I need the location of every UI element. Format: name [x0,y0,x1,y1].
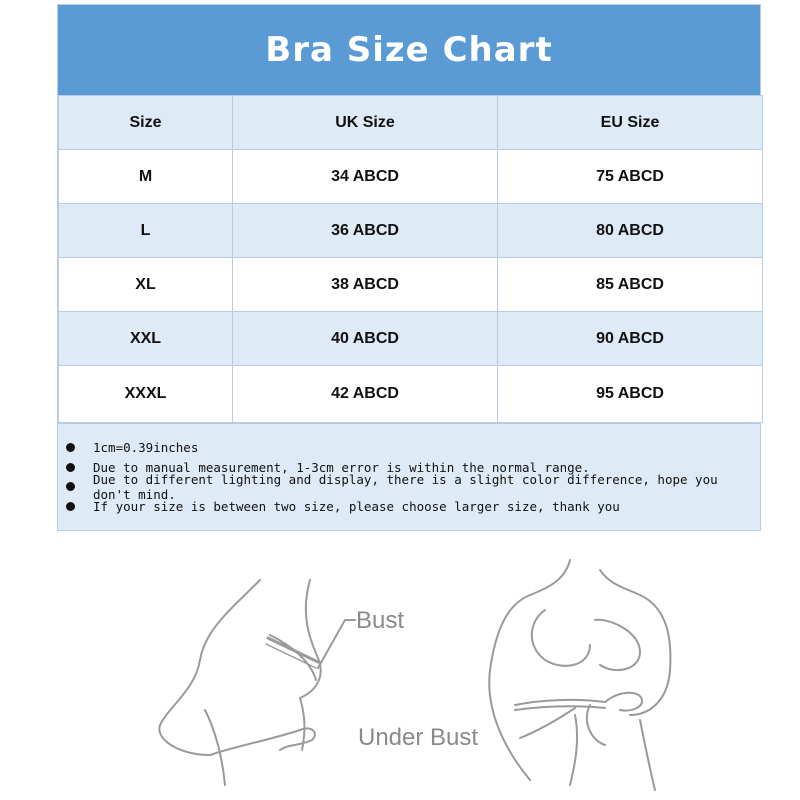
header-uk-size: UK Size [233,96,498,150]
table-header-row [59,96,763,150]
cell-eu-size: 90 ABCD [498,312,763,366]
cell-eu-size: 95 ABCD [498,366,763,423]
note-item [66,471,760,502]
cell-eu-size: 80 ABCD [498,204,763,258]
header-eu-size: EU Size [498,96,763,150]
table-row [59,366,763,423]
cell-uk-size: 36 ABCD [233,204,498,258]
notes-panel [58,423,760,530]
cell-size: M [59,150,233,204]
size-chart [57,4,761,531]
bullet-icon [66,482,75,491]
table-row [59,204,763,258]
cell-size: XL [59,258,233,312]
under-bust-label: Under Bust [358,724,479,751]
cell-eu-size: 85 ABCD [498,258,763,312]
note-text: Due to different lighting and display, there is a slight color difference, hope you don't mind. [93,471,718,502]
cell-uk-size: 42 ABCD [233,366,498,423]
bust-label: Bust [356,607,405,634]
note-text: Due to manual measurement, 1-3cm error is within the normal range. [93,459,590,475]
cell-size: L [59,204,233,258]
side-view-figure [159,580,320,785]
cell-size: XXL [59,312,233,366]
front-view-figure [489,560,670,790]
cell-uk-size: 38 ABCD [233,258,498,312]
cell-size: XXXL [59,366,233,423]
note-item [66,438,760,458]
bullet-icon [66,502,75,511]
bullet-icon [66,443,75,452]
chart-title: Bra Size Chart [58,5,760,95]
header-size: Size [59,96,233,150]
table-row [59,258,763,312]
note-text: 1cm=0.39inches [93,440,199,456]
cell-uk-size: 34 ABCD [233,150,498,204]
cell-eu-size: 75 ABCD [498,150,763,204]
size-table [58,95,763,423]
bullet-icon [66,463,75,472]
cell-uk-size: 40 ABCD [233,312,498,366]
measurement-illustration [0,540,800,800]
note-text: If your size is between two size, please choose larger size, thank you [93,498,620,514]
table-row [59,150,763,204]
table-row [59,312,763,366]
